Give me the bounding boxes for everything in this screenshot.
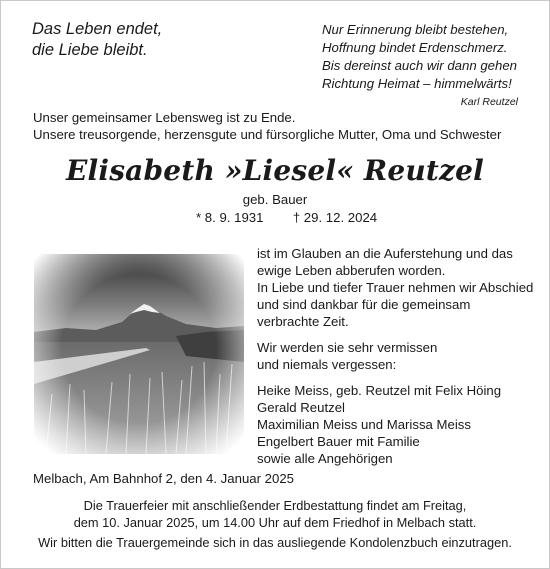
mourner: sowie alle Angehörigen [257,451,393,466]
mourner: Heike Meiss, geb. Reutzel mit Felix Höing [257,383,502,398]
motto-line: die Liebe bleibt. [32,41,148,59]
poem [322,21,522,111]
condolence-note: Wir bitten die Trauergemeinde sich in das ausliegende Kondolenzbuch einzutragen. [38,535,512,550]
death-date: † 29. 12. 2024 [292,210,378,225]
life-dates [196,209,377,226]
funeral-info [0,497,550,551]
intro-text [33,109,501,143]
birth-name: geb. Bauer [242,192,308,207]
poem-line: Nur Erinnerung bleibt bestehen, [322,22,509,37]
poem-line: Richtung Heimat – himmelwärts! [322,76,512,91]
intro-line: Unsere treusorgende, herzensgute und fürsorgliche Mutter, Oma und Schwester [33,127,502,142]
poem-line: Bis dereinst auch wir dann gehen [322,58,518,73]
motto-line: Das Leben endet, [32,20,163,38]
poem-author: Karl Reutzel [460,96,518,108]
birth-date: * 8. 9. 1931 [196,210,264,225]
funeral-line: dem 10. Januar 2025, um 14.00 Uhr auf dem Friedhof in Melbach statt. [73,515,477,530]
funeral-line: Die Trauerfeier mit anschließender Erdbestattung findet am Freitag, [83,498,467,513]
paragraph-faith: ist im Glauben an die Auferstehung und das ewige Leben abberufen worden. In Liebe und tiefer Trauer nehmen wir Abschied und sind dankbar für die gemeinsam verbrachte Zeit. [257,246,534,329]
mountain-landscape-image [26,244,252,462]
place-and-date: Melbach, Am Bahnhof 2, den 4. Januar 2025 [33,471,294,486]
mourners-list [257,382,537,467]
mourner: Maximilian Meiss und Marissa Meiss [257,417,471,432]
obituary-body [257,245,537,476]
landscape-photo [26,244,252,462]
deceased-name: Elisabeth »Liesel« Reutzel [66,154,484,187]
motto-left [32,19,162,61]
paragraph-miss: Wir werden sie sehr vermissen und niemals vergessen: [257,340,438,372]
poem-line: Hoffnung bindet Erdenschmerz. [322,40,508,55]
mourner: Engelbert Bauer mit Familie [257,434,420,449]
mourner: Gerald Reutzel [257,400,345,415]
intro-line: Unser gemeinsamer Lebensweg ist zu Ende. [33,110,296,125]
